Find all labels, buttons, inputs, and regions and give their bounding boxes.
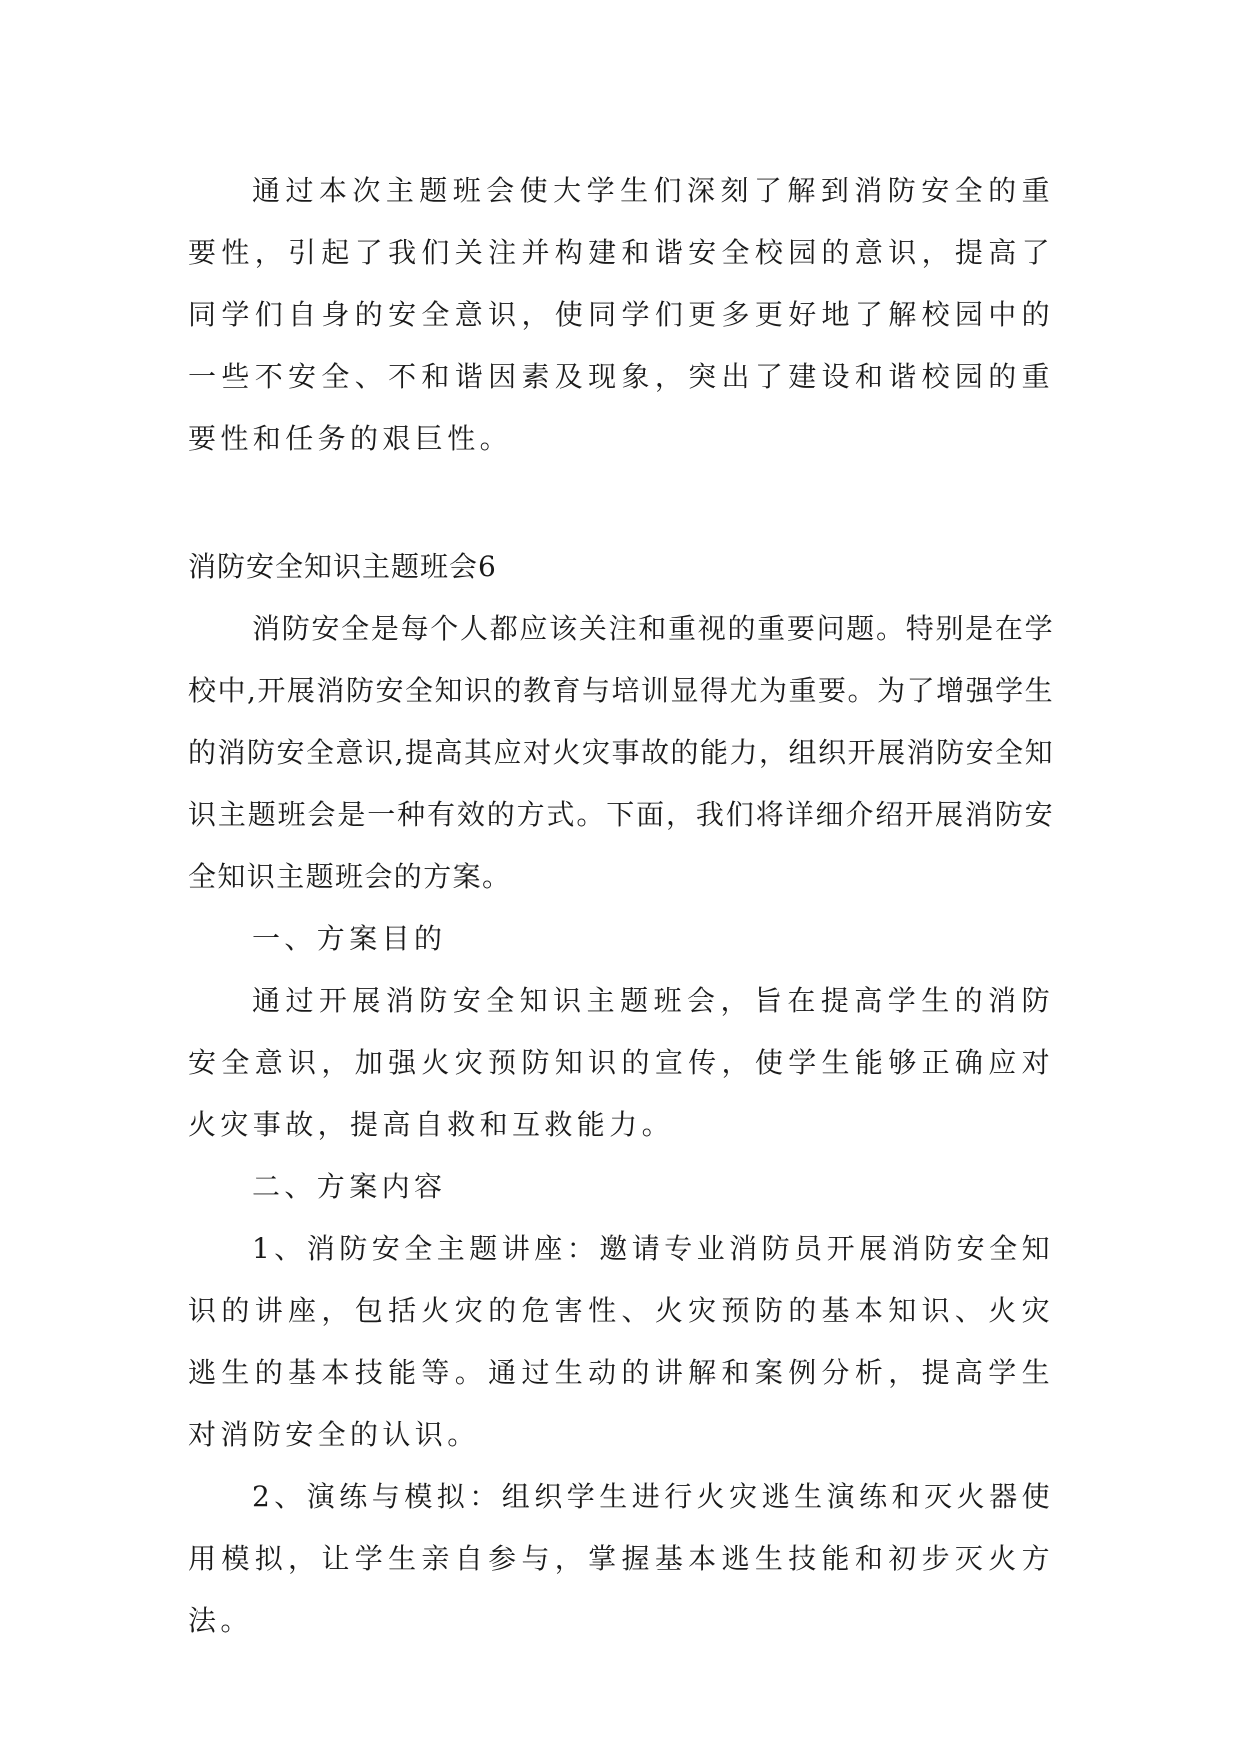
subheading-content: 二、方案内容 (252, 1170, 447, 1203)
section-heading: 消防安全知识主题班会6 (188, 550, 497, 583)
paragraph-summary: 通过本次主题班会使大学生们深刻了解到消防安全的重要性，引起了我们关注并构建和谐安全校园的意识，提高了同学们自身的安全意识，使同学们更多更好地了解校园中的一些不安全、不和谐因素及现象，突出了建设和谐校园的重要性和任务的艰巨性。 (188, 174, 1054, 455)
paragraph-lecture: 1、消防安全主题讲座：邀请专业消防员开展消防安全知识的讲座，包括火灾的危害性、火灾预防的基本知识、火灾逃生的基本技能等。通过生动的讲解和案例分析，提高学生对消防安全的认识。 (188, 1232, 1054, 1451)
paragraph-intro: 消防安全是每个人都应该关注和重视的重要问题。特别是在学校中,开展消防安全知识的教育与培训显得尤为重要。为了增强学生的消防安全意识,提高其应对火灾事故的能力，组织开展消防安全知识主题班会是一种有效的方式。下面，我们将详细介绍开展消防安全知识主题班会的方案。 (188, 612, 1054, 893)
subheading-purpose: 一、方案目的 (252, 922, 447, 955)
document-body (188, 160, 1054, 1652)
paragraph-purpose: 通过开展消防安全知识主题班会，旨在提高学生的消防安全意识，加强火灾预防知识的宣传，使学生能够正确应对火灾事故，提高自救和互救能力。 (188, 984, 1054, 1141)
paragraph-drill: 2、演练与模拟：组织学生进行火灾逃生演练和灭火器使用模拟，让学生亲自参与，掌握基本逃生技能和初步灭火方法。 (188, 1480, 1054, 1637)
